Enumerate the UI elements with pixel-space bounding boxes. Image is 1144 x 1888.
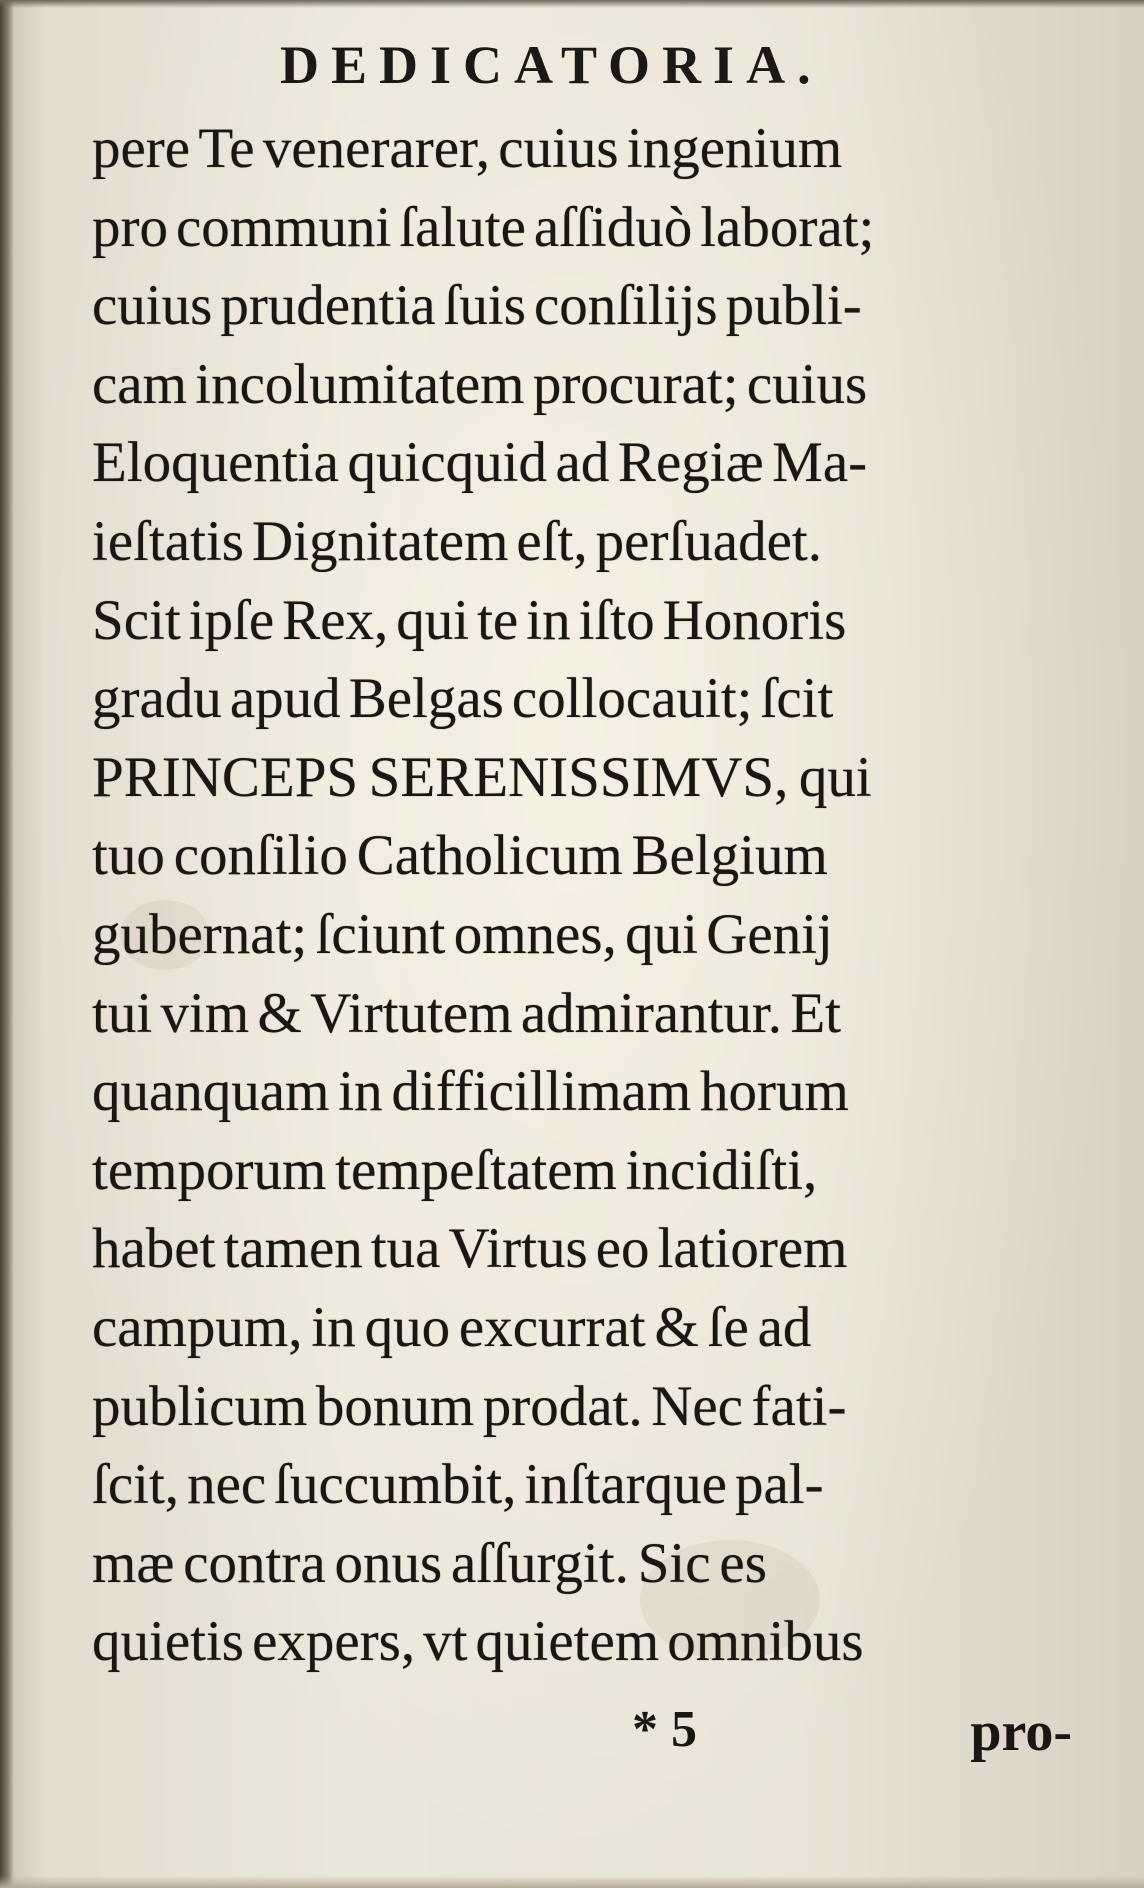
text-line: mæ contra onus aſſurgit. Sic es <box>92 1531 767 1595</box>
signature-mark: * 5 <box>632 1701 697 1758</box>
text-line: quietis expers, vt quietem omnibus <box>92 1610 864 1674</box>
text-line: publicum bonum prodat. Nec fati- <box>92 1374 847 1438</box>
text-line: campum, in quo excurrat & ſe ad <box>92 1295 812 1359</box>
page-footer <box>92 1700 1072 1780</box>
text-line: gradu apud Belgas collocauit; ſcit <box>92 667 834 731</box>
text-line: pro communi ſalute aſſiduò laborat; <box>92 195 875 259</box>
text-line: Scit ipſe Rex, qui te in iſto Honoris <box>92 588 847 652</box>
page-bottom-edge <box>0 1876 1144 1888</box>
text-line: ſcit, nec ſuccumbit, inſtarque pal- <box>92 1453 824 1517</box>
text-line: quanquam in difficillimam horum <box>92 1060 849 1124</box>
catchword: pro- <box>970 1701 1072 1763</box>
text-line: pere Te venerarer, cuius ingenium <box>92 117 843 180</box>
text-line: temporum tempeſtatem incidiſti, <box>92 1138 818 1202</box>
text-line: Eloquentia quicquid ad Regiæ Ma- <box>92 431 868 495</box>
body-text <box>92 110 1072 1682</box>
page-top-edge <box>0 0 1144 8</box>
text-line: habet tamen tua Virtus eo latiorem <box>92 1217 848 1281</box>
text-line: PRINCEPS SERENISSIMVS, qui <box>92 745 872 809</box>
text-line: tuo conſilio Catholicum Belgium <box>92 824 828 888</box>
text-line: gubernat; ſciunt omnes, qui Genij <box>92 902 833 966</box>
text-line: ieſtatis Dignitatem eſt, perſuadet. <box>92 509 822 573</box>
page-header: DEDICATORIA. <box>280 35 823 95</box>
page-left-edge <box>0 0 14 1888</box>
text-line: cuius prudentia ſuis conſilijs publi- <box>92 274 862 338</box>
text-line: tui vim & Virtutem admirantur. Et <box>92 981 841 1045</box>
text-line: cam incolumitatem procurat; cuius <box>92 352 868 416</box>
